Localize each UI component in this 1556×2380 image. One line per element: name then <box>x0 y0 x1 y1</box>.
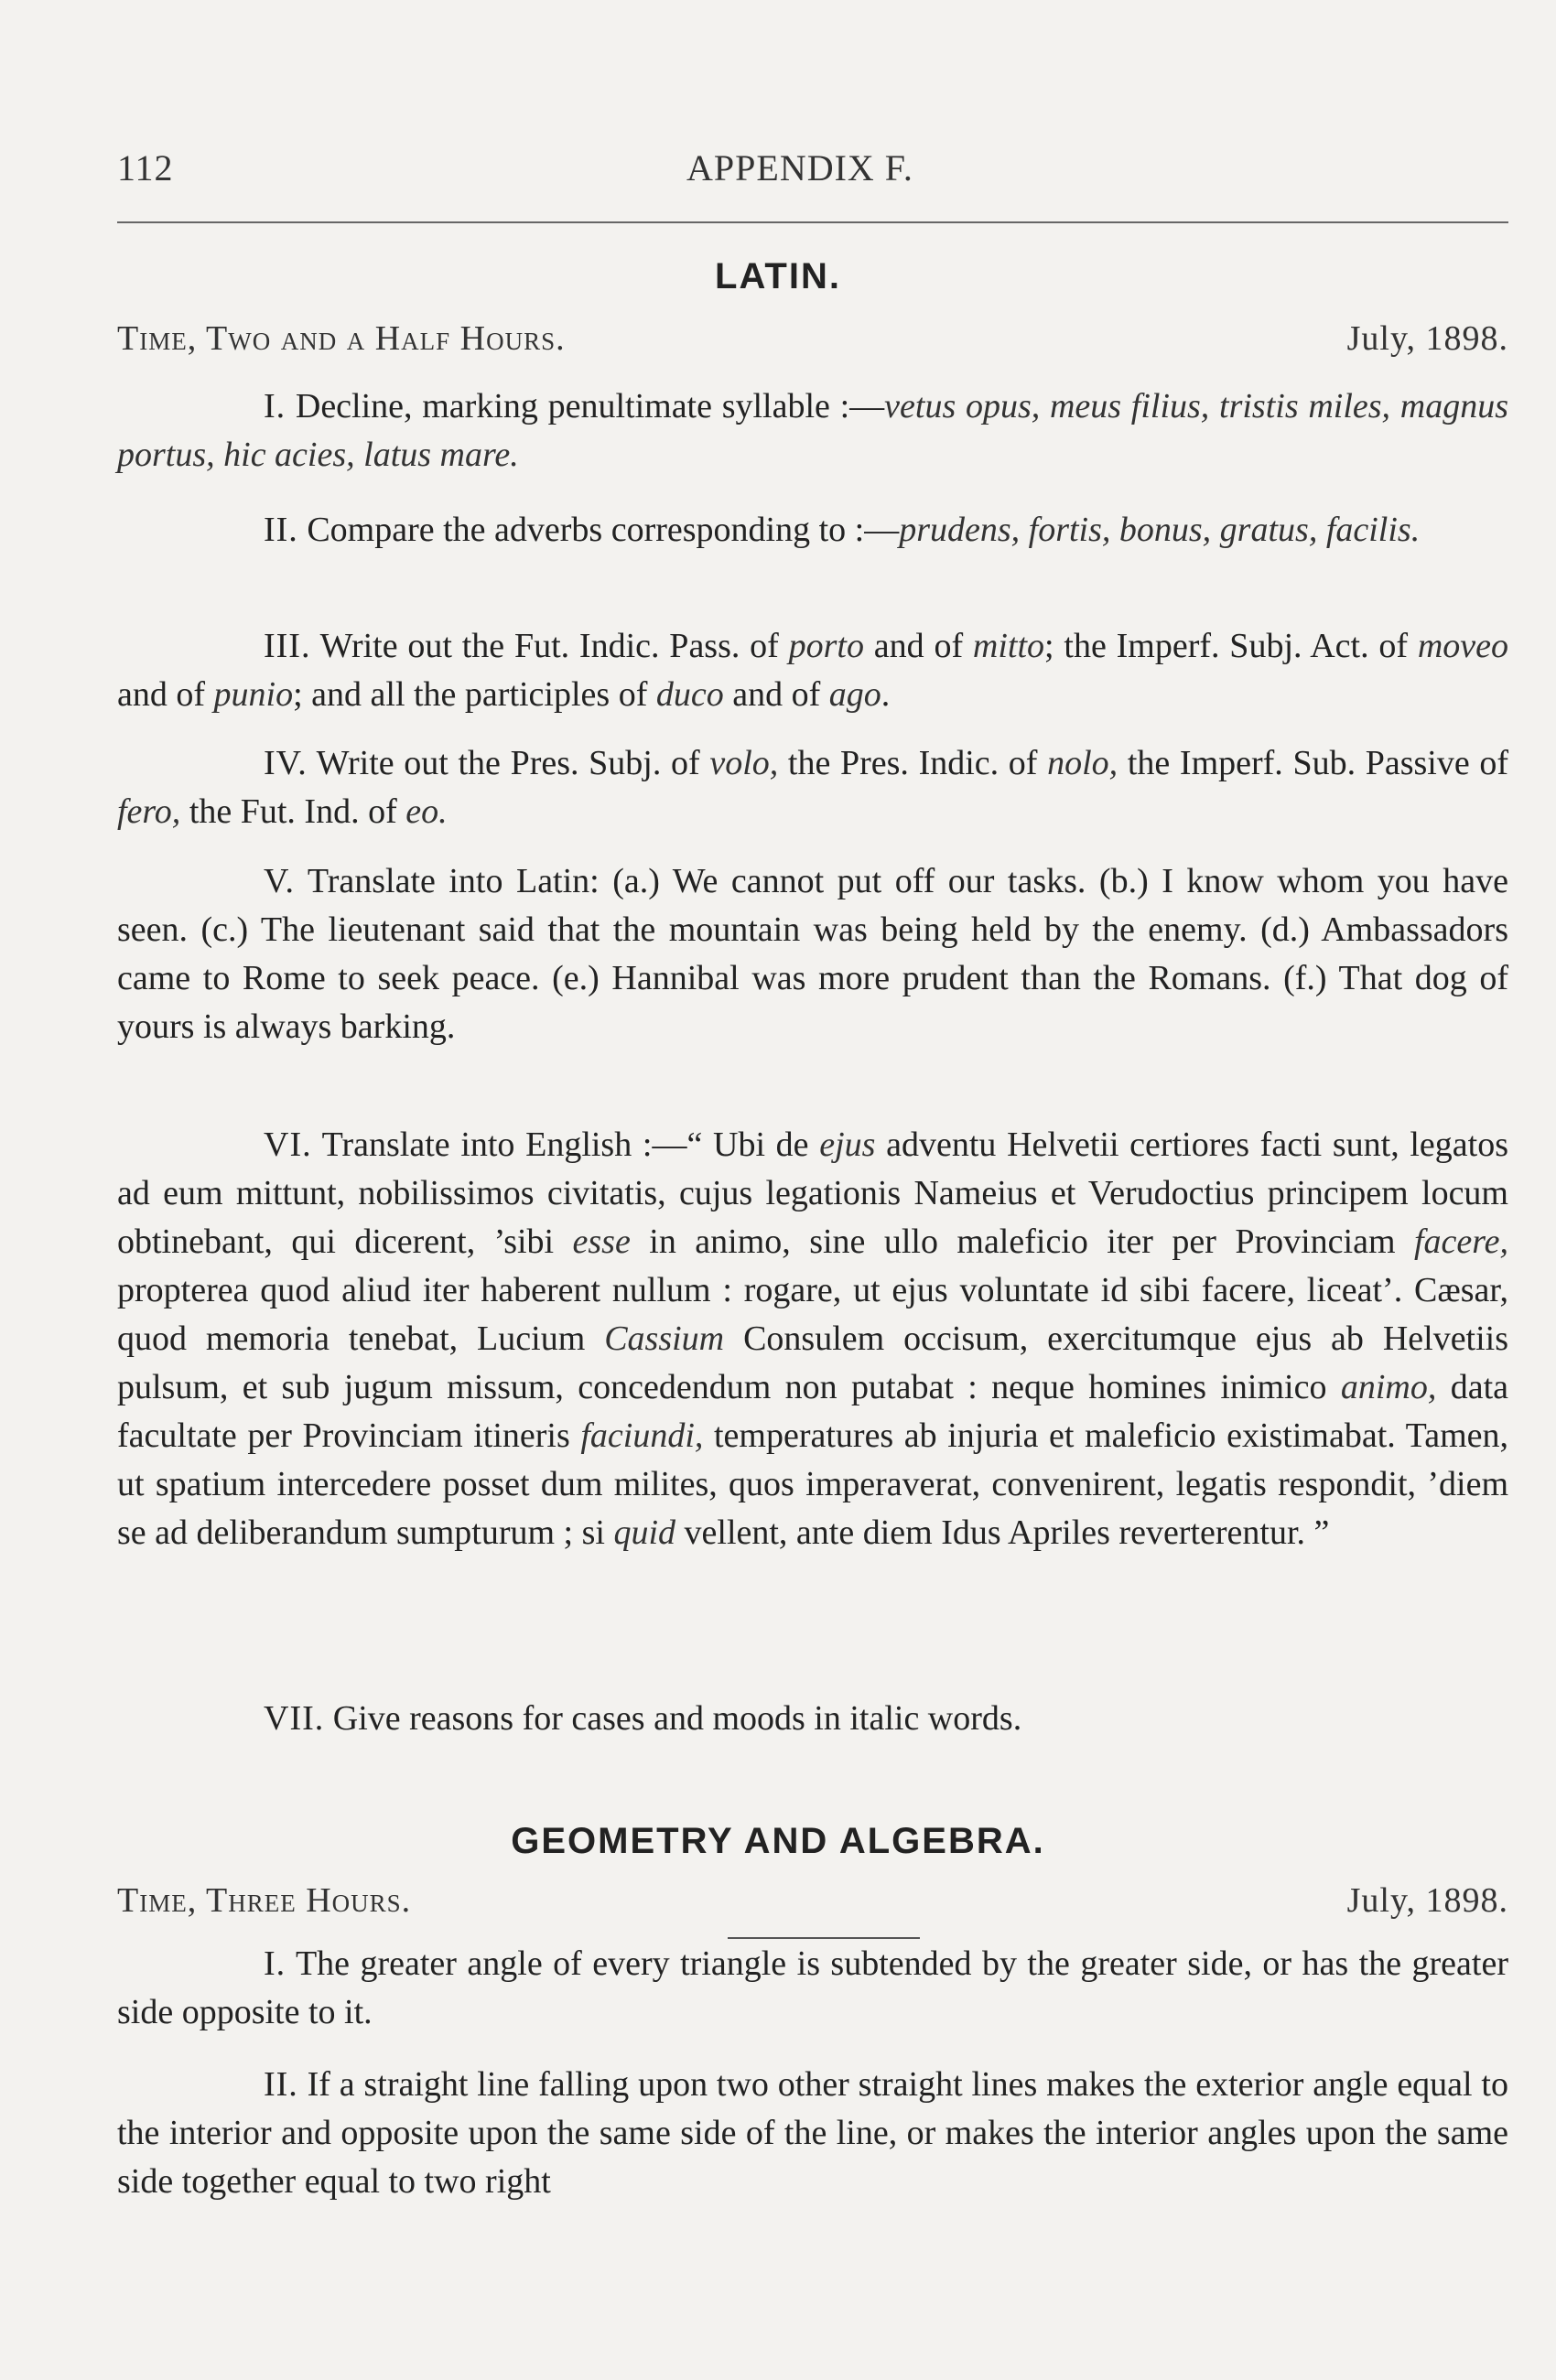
latin-question-4: IV. Write out the Pres. Subj. of volo, the Pres. Indic. of nolo, the Imperf. Sub. Passive of fero, the Fut. Ind. of eo. <box>117 744 1509 831</box>
latin-question-6: VI. Translate into English :—“ Ubi de ejus adventu Helvetii certiores facti sunt, legatos ad eum mittunt, nobilissimos civitatis, cujus legationis Nameius et Verudoctius principem locum obtinebant, qui dicerent, ’sibi esse in animo, sine ullo maleficio iter per Provinciam facere, propterea quod aliud iter haberent nullum : rogare, ut ejus voluntate id sibi facere, liceat’. Cæsar, quod memoria tenebat, Lucium Cassium Consulem occisum, exercitumque ejus ab Helvetiis pulsum, et sub jugum missum, concedendum non putabat : neque homines inimico animo, data facultate per Provinciam itineris faciundi, temperatures ab injuria et maleficio existimabat. Tamen, ut spatium intercedere posset dum milites, quos imperaverat, convenirent, legatis respondit, ’diem se ad deliberandum sumpturum ; si quid vellent, ante diem Idus Apriles reverterentur. ” <box>117 1125 1509 1552</box>
geometry-question-2: II. If a straight line falling upon two other straight lines makes the exterior angle equal to the interior and opposite upon the same side of the line, or makes the interior angles upon the same side together equal to two right <box>117 2065 1508 2201</box>
geometry-date: July, 1898. <box>1346 1881 1508 1920</box>
header-rule <box>117 221 1508 223</box>
latin-question-2: II. Compare the adverbs corresponding to :—prudens, fortis, bonus, gratus, facilis. <box>264 511 1421 549</box>
latin-question-3: III. Write out the Fut. Indic. Pass. of porto and of mitto; the Imperf. Subj. Act. of moveo and of punio; and all the participles of duco and of ago. <box>117 627 1508 714</box>
latin-date: July, 1898. <box>1346 319 1508 358</box>
question-number: VII. <box>264 1699 325 1738</box>
section-divider <box>728 1937 920 1939</box>
latin-question-1: I. Decline, marking penultimate syllable :—vetus opus, meus filius, tristis miles, magnus portus, hic acies, latus mare. <box>117 387 1508 474</box>
latin-time: Time, Two and a Half Hours. <box>117 319 566 358</box>
geometry-time: Time, Three Hours. <box>117 1881 412 1920</box>
question-number: II. <box>264 511 298 549</box>
question-number: VI. <box>264 1125 312 1164</box>
question-number: I. <box>264 1944 286 1983</box>
page-number: 112 <box>117 147 174 188</box>
running-title: APPENDIX F. <box>686 147 913 188</box>
geometry-question-1: I. The greater angle of every triangle is subtended by the greater side, or has the greater side opposite to it. <box>117 1944 1508 2031</box>
latin-question-7: VII. Give reasons for cases and moods in italic words. <box>264 1699 1022 1738</box>
question-number: II. <box>264 2065 298 2104</box>
question-number: IV. <box>264 744 308 782</box>
latin-question-5: V. Translate into Latin: (a.) We cannot put off our tasks. (b.) I know whom you have seen. (c.) The lieutenant said that the mountain was being held by the enemy. (d.) Ambassadors came to Rome to seek peace. (e.) Hannibal was more prudent than the Romans. (f.) That dog of yours is always barking. <box>117 862 1508 1046</box>
question-number: III. <box>264 627 311 665</box>
latin-section-title: LATIN. <box>715 256 841 296</box>
question-number: V. <box>264 862 296 900</box>
geometry-section-title: GEOMETRY AND ALGEBRA. <box>511 1821 1045 1861</box>
question-number: I. <box>264 387 286 425</box>
